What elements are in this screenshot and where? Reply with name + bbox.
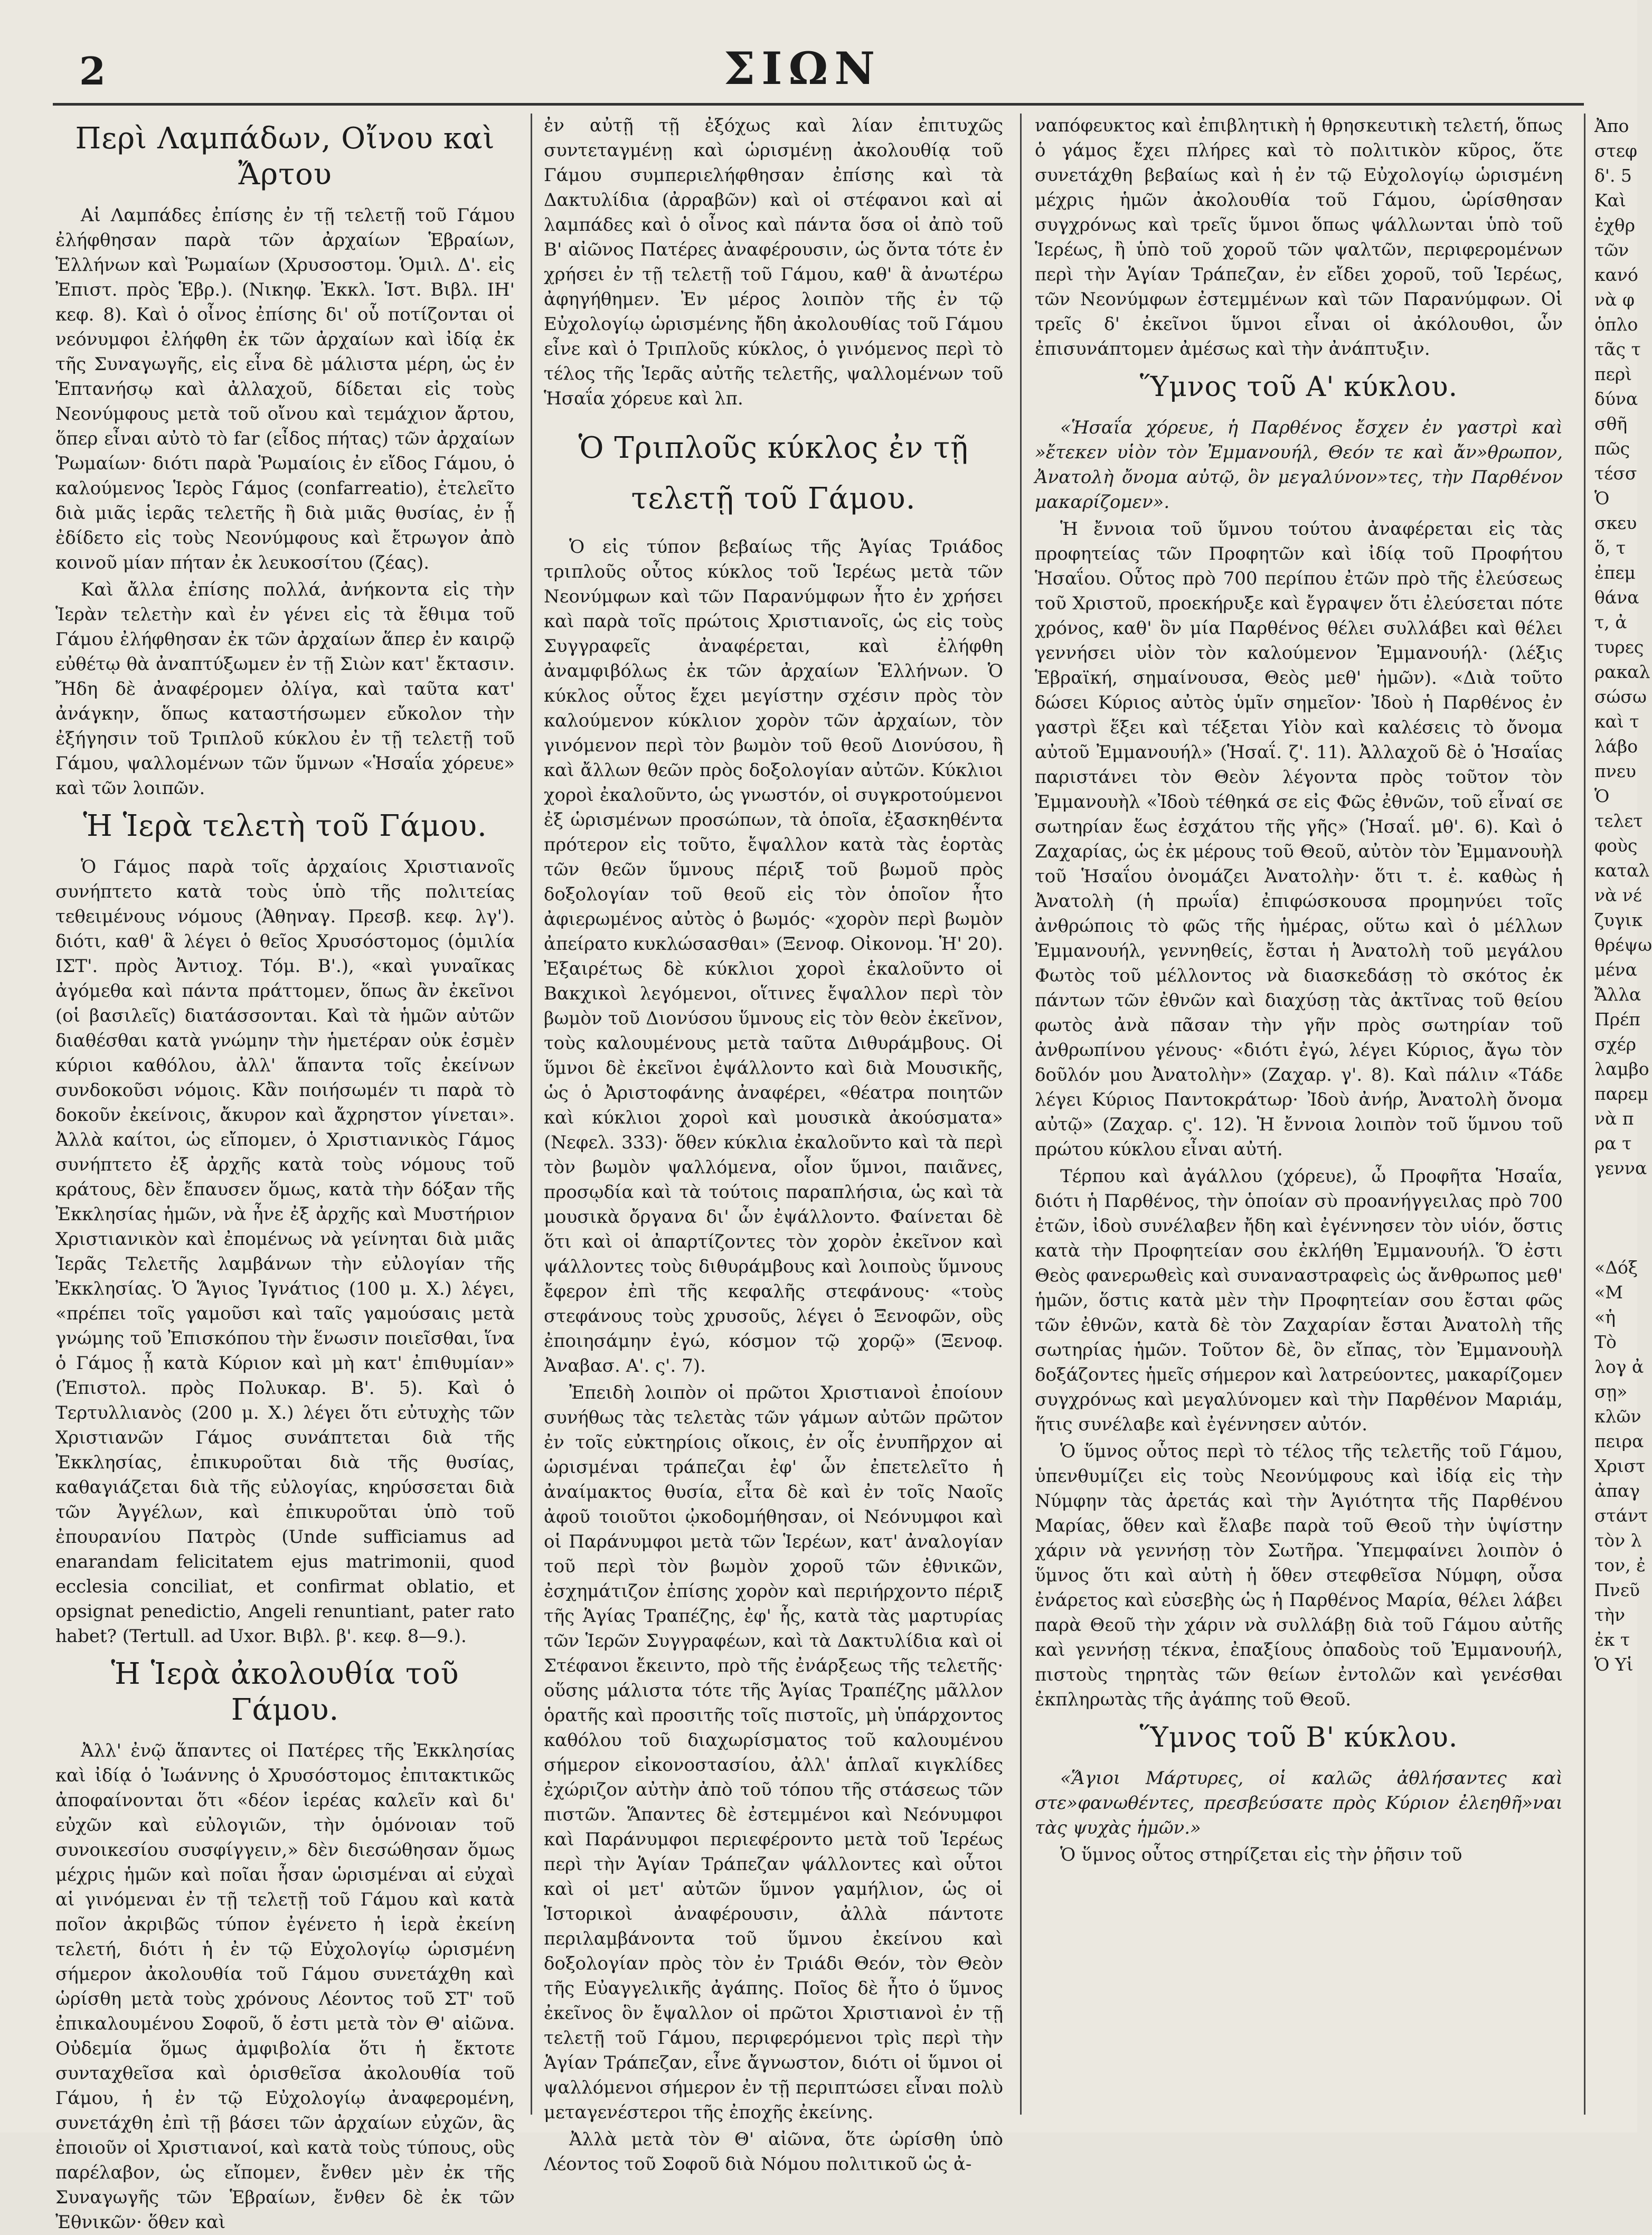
header-rule bbox=[53, 103, 1584, 106]
section-heading-hymn-first-circle: Ὕμνος τοῦ Α' κύκλου. bbox=[1139, 371, 1458, 403]
section-heading-sacred-ceremony: Ἡ Ἱερὰ τελετὴ τοῦ Γάμου. bbox=[83, 809, 487, 843]
paragraph: Ὁ Γάμος παρὰ τοῖς ἀρχαίοις Χριστιανοῖς συνήπτετο κατὰ τοὺς ὑπὸ τῆς πολιτείας τεθειμένους νόμους (Ἀθηναγ. Πρεσβ. κεφ. λγ'). διότι, καθ' ἃ λέγει ὁ θεῖος Χρυσόστομος (ὁμιλία ΙΣΤ'. πρὸς Ἀντιοχ. Τόμ. Β'.), «καὶ γυναῖκας ἀγόμεθα καὶ πάντα πράττομεν, ὅπως ἂν ἐκεῖνοι (οἱ βασιλεῖς) διατάσσονται. Καὶ τὰ ἡμῶν αὐτῶν διαθέσθαι κατὰ γνώμην τὴν ἡμετέραν οὐκ ἐσμὲν κύριοι καθόλου, ἀλλ' ἅπαντα τοῖς ἐκείνων συνδοκοῦσι νόμοις. Κἂν ποιήσωμέν τι παρὰ τὸ δοκοῦν ἐκείνοις, ἄκυρον καὶ ἄχρηστον γίνεται». Ἀλλὰ καίτοι, ὡς εἴπομεν, ὁ Χριστιανικὸς Γάμος συνήπτετο ἐξ ἀρχῆς κατὰ τοὺς νόμους τοῦ κράτους, δὲν ἔπαυσεν ὅμως, κατὰ τὴν δόξαν τῆς Ἐκκλησίας ἡμῶν, νὰ ἦνε ἐξ ἀρχῆς καὶ Μυστήριον Χριστιανικὸν καὶ ἐπομένως νὰ γείνηται διὰ μιᾶς Ἱερᾶς Τελετῆς λαμβάνων τὴν εὐλογίαν τῆς Ἐκκλησίας. Ὁ Ἅγιος Ἰγνάτιος (100 μ. Χ.) λέγει, «πρέπει τοῖς γαμοῦσι καὶ ταῖς γαμούσαις μετὰ γνώμης τοῦ Ἐπισκόπου τὴν ἕνωσιν ποιεῖσθαι, ἵνα ὁ Γάμος ᾖ κατὰ Κύριον καὶ μὴ κατ' ἐπιθυμίαν» (Ἐπιστολ. πρὸς Πολυκαρ. Β'. 5). Καὶ ὁ Τερτυλλιανὸς (200 μ. Χ.) λέγει ὅτι εὐτυχὴς τῶν Χριστιανῶν Γάμος συνάπτεται διὰ τῆς Ἐκκλησίας, ἐπικυροῦται διὰ τῆς θυσίας, καθαγιάζεται διὰ τῆς εὐλογίας, κηρύσσεται διὰ τῶν Ἀγγέλων, καὶ ἐπικυροῦται ὑπὸ τοῦ ἐπουρανίου Πατρὸς (Unde sufficiamus ad enarandam felicitatem ejus matrimonii, quod ecclesia conciliat, et confirmat oblatio, et opsignat penedictio, Angeli renuntiant, pater rato habet? (Tertull. ad Uxor. Βιβλ. β'. κεφ. 8—9.). bbox=[55, 856, 515, 1647]
paragraph: Ἐπειδὴ λοιπὸν οἱ πρῶτοι Χριστιανοὶ ἐποίουν συνήθως τὰς τελετὰς τῶν γάμων αὐτῶν πρῶτον ἐν τοῖς εὐκτηρίοις οἴκοις, ἐν οἷς ἐνυπῆρχον αἱ ὡρισμέναι τράπεζαι ἐφ' ὧν ἐπετελεῖτο ἡ ἀναίμακτος θυσία, εἶτα δὲ καὶ ἐν τοῖς Ναοῖς ἀφοῦ τοιοῦτοι ᾠκοδομήθησαν, οἱ Νεόνυμφοι καὶ οἱ Παράνυμφοι μετὰ τῶν Ἱερέων, κατ' ἀναλογίαν τοῦ περὶ τὸν βωμὸν χοροῦ τῶν ἐθνικῶν, ἐσχημάτιζον ἐπίσης χορὸν καὶ περιήρχοντο πέριξ τῆς Ἁγίας Τραπέζης, ἐφ' ἧς, κατὰ τὰς μαρτυρίας τῶν Ἱερῶν Συγγραφέων, καὶ τὰ Δακτυλίδια καὶ οἱ Στέφανοι ἔκειντο, πρὸ τῆς ἐνάρξεως τῆς τελετῆς· οὕσης μάλιστα τότε τῆς Ἁγίας Τραπέζης μᾶλλον ὁρατῆς καὶ προσιτῆς τοῖς πιστοῖς, μὴ ὑπάρχοντος καθόλου τοῦ διαχωρίσματος τοῦ καλουμένου σήμερον εἰκονοστασίου, ἀλλ' ἁπλαῖ κιγκλίδες ἐχώριζον αὐτὴν ἀπὸ τοῦ τόπου τῆς στάσεως τῶν πιστῶν. Ἅπαντες δὲ ἐστεμμένοι καὶ Νεόνυμφοι καὶ Παράνυμφοι περιεφέροντο μετὰ τοῦ Ἱερέως περὶ τὴν Ἁγίαν Τράπεζαν ψάλλοντες καὶ οὗτοι καὶ οἱ μετ' αὐτῶν ὕμνον γαμήλιον, ὡς οἱ Ἱστορικοὶ ἀναφέρουσιν, ἀλλὰ πάντοτε περιλαμβάνοντα τοῦ ὕμνου ἐκείνου καὶ δοξολογίαν πρὸς τὸν ἐν Τριάδι Θεόν, τὸν Θεὸν τῆς Εὐαγγελικῆς ἀγάπης. Ποῖος δὲ ἦτο ὁ ὕμνος ἐκεῖνος ὃν ἔψαλλον οἱ πρῶτοι Χριστιανοὶ ἐν τῇ τελετῇ τοῦ Γάμου, περιφερόμενοι τρὶς περὶ τὴν Ἁγίαν Τράπεζαν, εἶνε ἄγνωστον, διότι οἱ ὕμνοι οἱ ψαλλόμενοι σήμερον ἐν τῇ περιπτώσει εἶναι πολὺ μεταγενέστεροι τῆς ἐποχῆς ἐκείνης. bbox=[544, 1382, 1003, 2123]
paragraph: Αἱ Λαμπάδες ἐπίσης ἐν τῇ τελετῇ τοῦ Γάμου ἐλήφθησαν παρὰ τῶν ἀρχαίων Ἑβραίων, Ἑλλήνων καὶ Ῥωμαίων (Χρυσοστομ. Ὁμιλ. Δ'. εἰς Ἐπιστ. πρὸς Ἑβρ.). (Νικηφ. Ἐκκλ. Ἱστ. Βιβλ. ΙΗ' κεφ. 8). Καὶ ὁ οἶνος ἐπίσης δι' οὗ ποτίζονται οἱ νεόνυμφοι ἐλήφθη ἐκ τῶν ἀρχαίων καὶ ἰδίᾳ ἐκ τῆς Συναγωγῆς, εἰς εἶνα δὲ μάλιστα μέρη, ὡς ἐν Ἑπτανήσῳ καὶ ἀλλαχοῦ, δίδεται εἰς τοὺς Νεονύμφους μετὰ τοῦ οἴνου καὶ τεμάχιον ἄρτου, ὅπερ εἶναι αὐτὸ τὸ far (εἶδος πήτας) τῶν ἀρχαίων Ῥωμαίων· διότι παρὰ Ῥωμαίοις ἐν εἴδος Γάμου, ὁ καλούμενος Ἱερὸς Γάμος (confarreatio), ἐτελεῖτο διὰ μιᾶς ἱερᾶς τελετῆς ἢ διὰ μιᾶς θυσίας, ἐν ᾗ ἐδίδετο εἰς τοὺς Νεονύμφους καὶ ἔτρωγον ἀπὸ κοινοῦ μίαν πήταν ἐκ λευκοσίτου (ζέας). bbox=[55, 205, 515, 573]
paragraph: ναπόφευκτος καὶ ἐπιβλητικὴ ἡ θρησκευτικὴ τελετή, ὅπως ὁ γάμος ἔχει πλήρες καὶ τὸ πολιτικὸν κῦρος, ὅτε συνετάχθη βεβαίως καὶ ἡ ἐν τῷ Εὐχολογίῳ ὡρισμένη μέχρις ἡμῶν ἀκολουθία τοῦ Γάμου, ὡρίσθησαν συγχρόνως καὶ τρεῖς ὕμνοι ὅπως ψάλλωνται ὑπὸ τοῦ Ἱερέως, ἢ ὑπὸ τοῦ χοροῦ τῶν ψαλτῶν, περιφερομένων περὶ τὴν Ἁγίαν Τράπεζαν, ἐν εἴδει χοροῦ, τοῦ Ἱερέως, τῶν Νεονύμφων ἐστεμμένων καὶ τῶν Παρανύμφων. Οἱ τρεῖς δ' ἐκεῖνοι ὕμνοι εἶναι οἱ ἀκόλουθοι, ὧν ἐπισυνάπτομεν ἀμέσως καὶ τὴν ἀνάπτυξιν. bbox=[1035, 115, 1563, 360]
column-divider bbox=[1020, 114, 1022, 2115]
column-4-cropped bbox=[1594, 114, 1652, 2120]
section-heading-hymn-second-circle: Ὕμνος τοῦ Β' κύκλου. bbox=[1139, 1722, 1458, 1753]
section-heading-sacred-service: Ἡ Ἱερὰ ἀκολουθία τοῦ Γάμου. bbox=[111, 1657, 459, 1727]
paragraph: Ἀλλὰ μετὰ τὸν Θ' αἰῶνα, ὅτε ὡρίσθη ὑπὸ Λέοντος τοῦ Σοφοῦ διὰ Νόμου πολιτικοῦ ὡς ἀ- bbox=[544, 2129, 1003, 2175]
paragraph: Τέρπου καὶ ἀγάλλου (χόρευε), ὦ Προφῆτα Ἡσαΐα, διότι ἡ Παρθένος, τὴν ὁποίαν σὺ προανήγγειλας πρὸ 700 ἐτῶν, ἰδοὺ συνέλαβεν ἤδη καὶ ἐγέννησεν τὸν υἱόν, ὅστις κατὰ τὴν Προφητείαν σου ἐκλήθη Ἐμμανουήλ. Ὅ ἐστι Θεὸς φανερωθεὶς καὶ συναναστραφεὶς ὡς ἄνθρωπος μεθ' ἡμῶν, ὅστις κατὰ μὲν τὴν Προφητείαν σου ἔσται φῶς τῶν ἐθνῶν, κατὰ δὲ τὸν Ζαχαρίαν ἔσται Ἀνατολὴ τῆς σωτηρίας ἡμῶν. Τοῦτον δὲ, ὃν εἴπας, τὸν Ἐμμανουὴλ δοξάζοντες ἡμεῖς σήμερον καὶ λατρεύοντες, μακαρίζομεν συγχρόνως καὶ μεγαλύνομεν καὶ τὴν Παρθένον Μαριάμ, ἥτις συνέλαβε καὶ ἐγέννησεν αὐτόν. bbox=[1035, 1166, 1563, 1435]
newspaper-title: ΣΙΩΝ bbox=[723, 42, 882, 95]
column-1 bbox=[55, 114, 515, 2233]
section-heading-lamps-wine-bread: Περὶ Λαμπάδων, Οἴνου καὶ Ἄρτου bbox=[75, 121, 495, 192]
column-divider bbox=[531, 114, 532, 2115]
paragraph: Ὁ ὕμνος οὗτος περὶ τὸ τέλος τῆς τελετῆς τοῦ Γάμου, ὑπενθυμίζει εἰς τοὺς Νεονύμφους καὶ ἰδίᾳ εἰς τὴν Νύμφην τὰς ἀρετάς καὶ τὴν Ἁγιότητα τῆς Παρθένου Μαρίας, ὅθεν καὶ ἔλαβε παρὰ τοῦ Θεοῦ τὴν ὑψίστην χάριν νὰ γεννήσῃ τὸν Σωτῆρα. Ὑπεμφαίνει λοιπὸν ὁ ὕμνος ὅτι καὶ αὐτὴ ἡ ὅθεν στεφθεῖσα Νύμφη, οὖσα ἐνάρετος καὶ εὐσεβὴς ὡς ἡ Παρθένος Μαρία, θέλει λάβει παρὰ Θεοῦ τὴν χάριν νὰ συλλάβῃ διὰ τοῦ Γάμου αὐτῆς καὶ γεννήσῃ τέκνα, ἐπαξίους ὀπαδοὺς τοῦ Ἐμμανουήλ, πιστοὺς τηρητὰς τῶν θείων ἐντολῶν καὶ γενέσθαι ἐκπληρωτὰς τῆς ἀγάπης τοῦ Θεοῦ. bbox=[1035, 1441, 1563, 1710]
paragraph: Ἡ ἔννοια τοῦ ὕμνου τούτου ἀναφέρεται εἰς τὰς προφητείας τῶν Προφητῶν καὶ ἰδίᾳ τοῦ Προφήτου Ἡσαΐου. Οὗτος πρὸ 700 περίπου ἐτῶν πρὸ τῆς ἐλεύσεως τοῦ Χριστοῦ, προεκήρυξε καὶ ἔγραψεν ὅτι ἐλεύσεται πότε χρόνος, καθ' ὃν μία Παρθένος θέλει συλλάβει καὶ θέλει γεννήσει υἱὸν τὸν καλούμενον Ἐμμανουήλ· (λέξις Ἑβραϊκή, σημαίνουσα, Θεὸς μεθ' ἡμῶν). «Διὰ τοῦτο δώσει Κύριος αὐτὸς ὑμῖν σημεῖον· Ἰδοὺ ἡ Παρθένος ἐν γαστρὶ ἕξει καὶ τέξεται Υἱὸν καὶ καλέσεις τὸ ὄνομα αὐτοῦ Ἐμμανουήλ» (Ἡσαΐ. ζ'. 11). Ἀλλαχοῦ δὲ ὁ Ἡσαΐας παριστάνει τὸν Θεὸν λέγοντα πρὸς τοῦτον τὸν Ἐμμανουὴλ «Ἰδοὺ τέθηκά σε εἰς Φῶς ἐθνῶν, τοῦ εἶναί σε σωτηρίαν ἕως ἐσχάτου τῆς γῆς» (Ἡσαΐ. μθ'. 6). Καὶ ὁ Ζαχαρίας, ὡς ἐκ μέρους τοῦ Θεοῦ, αὐτὸν τὸν Ἐμμανουὴλ τοῦ Ἡσαΐου ὀνομάζει Ἀνατολὴν· ὅτι τ. ἐ. καθὼς ἡ Ἀνατολὴ (ἡ πρωΐα) ἐπιφώσκουσα προμηνύει τοῖς ἀνθρώποις τὸ φῶς τῆς ἡμέρας, οὕτω καὶ ὁ μέλλων Ἐμμανουήλ, γεννηθείς, ἔσται ἡ Ἀνατολὴ τοῦ μεγάλου Φωτὸς τοῦ μέλλοντος νὰ διασκεδάσῃ τὸ σκότος ἐκ πάντων τῶν ἐθνῶν καὶ διαχύσῃ τὰς ἀκτῖνας τοῦ θείου φωτὸς ἀνὰ πᾶσαν τὴν γῆν πρὸς σωτηρίαν τοῦ ἀνθρωπίνου γένους· «διότι ἐγώ, λέγει Κύριος, ἄγω τὸν δοῦλόν μου Ἀνατολὴν» (Ζαχαρ. γ'. 8). Καὶ πάλιν «Τάδε λέγει Κύριος Παντοκράτωρ· Ἰδοὺ ἀνήρ, Ἀνατολὴ ὄνομα αὐτῷ» (Ζαχαρ. ς'. 12). Ἡ ἔννοια λοιπὸν τοῦ ὕμνου τοῦ πρώτου κύκλου εἶναι αὐτή. bbox=[1035, 518, 1563, 1160]
paragraph: Καὶ ἄλλα ἐπίσης πολλά, ἀνήκοντα εἰς τὴν Ἱερὰν τελετὴν καὶ ἐν γένει εἰς τὰ ἔθιμα τοῦ Γάμου ἐλήφθησαν ἐκ τῶν ἀρχαίων ἅπερ ἐν καιρῷ εὐθέτῳ θὰ ἀναπτύξωμεν ἐν τῇ Σιὼν κατ' ἔκτασιν. Ἤδη δὲ ἀναφέρομεν ὀλίγα, καὶ ταῦτα κατ' ἀνάγκην, ὅπως καταστήσωμεν εὔκολον τὴν ἐξήγησιν τοῦ Τριπλοῦ κύκλου ἐν τῇ τελετῇ τοῦ Γάμου, ψαλλομένων τῶν ὕμνων «Ἡσαΐα χόρευε» καὶ τῶν λοιπῶν. bbox=[55, 579, 515, 799]
paragraph: Ἀλλ' ἐνῷ ἅπαντες οἱ Πατέρες τῆς Ἐκκλησίας καὶ ἰδίᾳ ὁ Ἰωάννης ὁ Χρυσόστομος ἐπιτακτικῶς ἀποφαίνονται ὅτι «δέον ἱερέας καλεῖν καὶ δι' εὐχῶν καὶ εὐλογιῶν, τὴν ὁμόνοιαν τοῦ συνοικεσίου συσφίγγειν,» δὲν διεσώθησαν ὅμως μέχρις ἡμῶν καὶ ποῖαι ἦσαν ὡρισμέναι αἱ εὐχαὶ αἱ γινόμεναι ἐν τῇ τελετῇ τοῦ Γάμου καὶ κατὰ ποῖον ἀκριβῶς τύπον ἐγένετο ἡ ἱερὰ ἐκείνη τελετή, διότι ἡ ἐν τῷ Εὐχολογίῳ ὡρισμένη σήμερον ἀκολουθία τοῦ Γάμου συνετάχθη καὶ ὡρίσθη μετὰ τοὺς χρόνους Λέοντος τοῦ ΣΤ' τοῦ ἐπικαλουμένου Σοφοῦ, ὅ ἐστι μετὰ τὸν Θ' αἰῶνα. Οὐδεμία ὅμως ἀμφιβολία ὅτι ἡ ἔκτοτε συνταχθεῖσα καὶ ὁρισθεῖσα ἀκολουθία τοῦ Γάμου, ἡ ἐν τῷ Εὐχολογίῳ ἀναφερομένη, συνετάχθη ἐπὶ τῇ βάσει τῶν ἀρχαίων εὐχῶν, ἃς ἐποιοῦν οἱ Χριστιανοί, καὶ κατὰ τοὺς τύπους, οὓς παρέλαβον, ὡς εἴπομεν, ἔνθεν μὲν ἐκ τῆς Συναγωγῆς τῶν Ἑβραίων, ἔνθεν δὲ ἐκ τῶν Ἐθνικῶν· ὅθεν καὶ bbox=[55, 1740, 515, 2233]
page-header bbox=[0, 0, 1637, 108]
column-2 bbox=[544, 114, 1003, 2175]
paragraph: Ὁ ὕμνος οὗτος στηρίζεται εἰς τὴν ῥῆσιν τοῦ bbox=[1060, 1844, 1462, 1865]
section-heading-triple-circle: Ὁ Τριπλοῦς κύκλος ἐν τῇ τελετῇ τοῦ Γάμου. bbox=[578, 431, 969, 516]
cropped-column-text: Ἀπο στεφ δ'. 5 Καὶ ἐχθρ τῶν κανό νὰ φ ὁπλο τᾶς τ περὶ δύνα σθῆ πῶς τέσσ Ὁ σκευ ὅ, τ ἐπεμ θάνα τ, ἀ τυρες ρακαλ σώσω καὶ τ λάβο πνευ Ὁ τελετ φοὺς καταλ νὰ νέ ζυγικ θρέψω μένα Ἄλλα Πρέπ σχέρ λαμβο παρεμ νὰ π ρα τ γεννα «Δόξ «Μ «ἡ Τὸ λογ ἀ σῃ» κλῶν πειρα Χριστ ἀπαγ στάντ τὸν λ τον, ἐ Πνεῦ τὴν ἐκ τ Ὁ Υἱ bbox=[1594, 116, 1652, 1675]
hymn-text: «Ἡσαΐα χόρευε, ἡ Παρθένος ἔσχεν ἐν γαστρὶ καὶ »ἔτεκεν υἱὸν τὸν Ἐμμανουήλ, Θεόν τε καὶ ἄν»θρωπον, Ἀνατολὴ ὄνομα αὐτῷ, ὃν μεγαλύνον»τες, τὴν Παρθένον μακαρίζομεν». bbox=[1035, 417, 1563, 513]
page-number: 2 bbox=[79, 49, 106, 93]
column-3 bbox=[1035, 114, 1563, 2120]
paragraph: ἐν αὐτῇ τῇ ἐξόχως καὶ λίαν ἐπιτυχῶς συντεταγμένῃ καὶ ὡρισμένῃ ἀκολουθίᾳ τοῦ Γάμου συμπεριελήφθησαν ἐπίσης καὶ τὰ Δακτυλίδια (ἀρραβῶν) καὶ οἱ στέφανοι καὶ αἱ λαμπάδες καὶ ὁ οἶνος καὶ πάντα ὅσα οἱ ἀπὸ τοῦ Β' αἰῶνος Πατέρες ἀναφέρουσιν, ὡς ὄντα τότε ἐν χρήσει ἐν τῇ τελετῇ τοῦ Γάμου, καθ' ἃ ἀνωτέρω ἀφηγήθημεν. Ἐν μέρος λοιπὸν τῆς ἐν τῷ Εὐχολογίῳ ὡρισμένης ἤδη ἀκολουθίας τοῦ Γάμου εἶνε καὶ ὁ Τριπλοῦς κύκλος, ὁ γινόμενος περὶ τὸ τέλος τῆς Ἱερᾶς αὐτῆς τελετῆς, ψαλλομένων τοῦ Ἡσαΐα χόρευε καὶ λπ. bbox=[544, 115, 1003, 409]
paragraph: Ὁ εἰς τύπον βεβαίως τῆς Ἁγίας Τριάδος τριπλοῦς οὗτος κύκλος τοῦ Ἱερέως μετὰ τῶν Νεονύμφων καὶ τῶν Παρανύμφων ἦτο ἐν χρήσει καὶ παρὰ τοῖς πρώτοις Χριστιανοῖς, ὡς εἰς τοὺς Συγγραφεῖς ἀναφέρεται, καὶ ἐλήφθη ἀναμφιβόλως ἐκ τῶν ἀρχαίων Ἑλλήνων. Ὁ κύκλος οὗτος ἔχει μεγίστην σχέσιν πρὸς τὸν καλούμενον κύκλιον χορὸν τῶν ἀρχαίων, τὸν γινόμενον περὶ τὸν βωμὸν τοῦ θεοῦ Διονύσου, ἢ καὶ ἄλλων θεῶν πρὸς δοξολογίαν αὐτῶν. Κύκλιοι χοροὶ ἐκαλοῦντο, ὡς γνωστόν, οἱ συγκροτούμενοι ἐξ ὡρισμένων προσώπων, τὰ ὁποῖα, ἐξασκηθέντα πρότερον εἰς τοῦτο, ἔψαλλον κατὰ τὰς ἑορτὰς τῶν θεῶν ὕμνους πέριξ τοῦ βωμοῦ πρὸς δοξολογίαν τοῦ θεοῦ εἰς τὸν ὁποῖον ἦτο ἀφιερωμένος αὐτὸς ὁ βωμός· «χορὸν περὶ βωμὸν ἀπείρατο κυκλώσασθαι» (Ξενοφ. Οἰκονομ. Ἡ' 20). Ἐξαιρέτως δὲ κύκλιοι χοροὶ ἐκαλοῦντο οἱ Βακχικοὶ λεγόμενοι, οἵτινες ἔψαλλον περὶ τὸν βωμὸν τοῦ Διονύσου ὕμνους εἰς τὸν θεὸν ἐκεῖνον, τοὺς καλουμένους μετὰ ταῦτα Διθυράμβους. Οἱ ὕμνοι δὲ ἐκεῖνοι ἐψάλλοντο καὶ διὰ Μουσικῆς, ὡς ὁ Ἀριστοφάνης ἀναφέρει, «θέατρα ποιητῶν καὶ κύκλιοι χοροὶ καὶ μουσικὰ ἀκούσματα» (Νεφελ. 333)· ὅθεν κύκλια ἐκαλοῦντο καὶ τὰ περὶ τὸν βωμὸν ψαλλόμενα, οἷον ὕμνοι, παιᾶνες, προσῳδία καὶ τὰ τούτοις παραπλήσια, ὡς καὶ τὰ μουσικὰ ὄργανα δι' ὧν ἐψάλλοντο. Φαίνεται δὲ ὅτι καὶ οἱ ἀπαρτίζοντες τὸν χορὸν ἐκεῖνον καὶ ψάλλοντες τοὺς διθυράμβους καὶ λοιποὺς ὕμνους ἔφερον ἐπὶ τῆς κεφαλῆς στεφάνους· «τοὺς στεφάνους τοὺς χρυσοῦς, λέγει ὁ Ξενοφῶν, οὓς ἐποιησάμην ἐγώ, κόσμον τῷ χορῷ» (Ξενοφ. Ἀναβασ. Α'. ς'. 7). bbox=[544, 536, 1003, 1376]
hymn-text: «Ἅγιοι Μάρτυρες, οἱ καλῶς ἀθλήσαντες καὶ στε»φανωθέντες, πρεσβεύσατε πρὸς Κύριον ἐλεηθῆ»ναι τὰς ψυχὰς ἡμῶν.» bbox=[1035, 1768, 1563, 1838]
column-divider bbox=[1584, 114, 1585, 2115]
